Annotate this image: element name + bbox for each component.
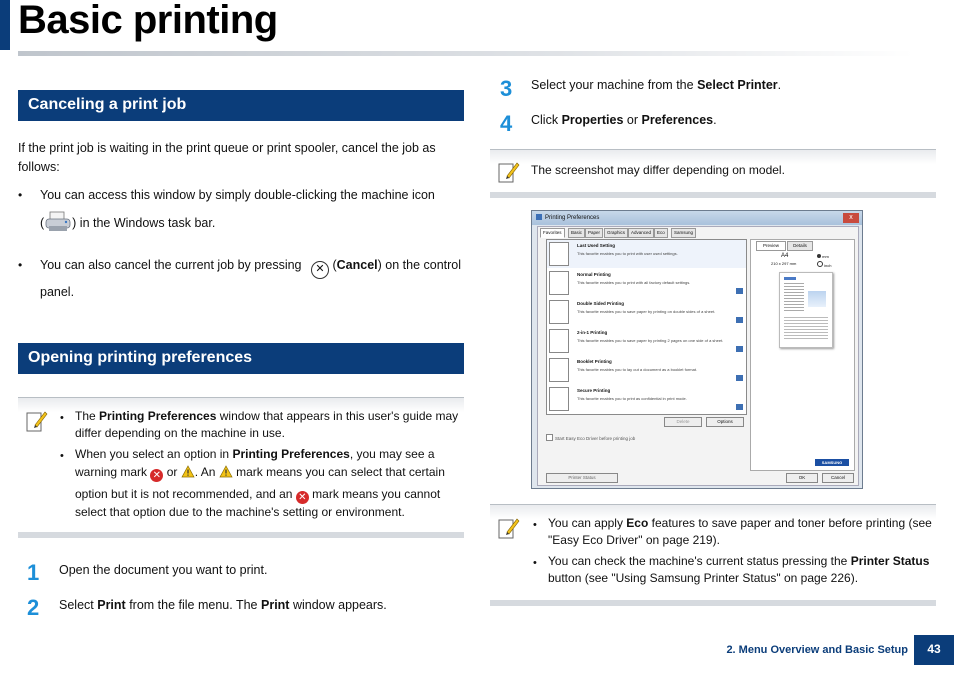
prefs-note-2-part: mark means you can select that certain [236,465,445,479]
close-icon[interactable]: x [843,213,859,223]
favorite-name: Last Used Setting [577,243,616,248]
paren-open: ( [40,216,45,230]
document-icon [549,242,569,266]
favorite-name: Normal Printing [577,272,611,277]
prefs-note-2-part: option but it is not recommended, and an [75,487,293,501]
step-4-part: or [626,113,639,127]
printer-status-label: Printer Status [850,554,930,568]
section-heading-canceling: Canceling a print job [18,90,464,121]
printing-preferences-screenshot [531,210,863,489]
step-number-1: 1 [27,560,40,585]
bullet-mark: • [533,519,537,531]
paren-open: ( [332,258,337,272]
edit-icon[interactable] [736,288,743,294]
prefs-note-1-suffix: window that appears in this user's guide may differ depending on the machine in use. [75,409,459,440]
delete-button[interactable]: Delete [664,417,702,427]
tab-paper[interactable]: Paper [585,228,603,238]
step-number-4: 4 [500,111,513,136]
bullet-mark: • [533,557,537,569]
printing-preferences-label: Printing Preferences [99,409,217,423]
step-number-3: 3 [500,76,513,101]
cancel-bullet-2-suffix: ) on the control [377,258,462,272]
tab-basic[interactable]: Basic [568,228,585,238]
tab-favorites[interactable]: Favorites [540,228,565,238]
page-title: Basic printing [18,0,278,42]
favorite-item[interactable] [547,240,746,268]
prefs-note-2-part: warning mark [75,465,148,479]
eco-checkbox-label: Start Easy Eco Driver before printing job [555,436,636,441]
eco-note-1 [548,515,936,549]
select-printer-label: Select Printer [697,78,778,92]
document-icon [549,271,569,295]
footer-section-label: 2. Menu Overview and Basic Setup [726,644,908,656]
note-pencil-icon [26,409,48,433]
eco-note-1-text: You can apply [548,516,623,530]
title-divider [18,51,914,56]
cancel-bullet-1-line-2 [40,211,464,233]
bullet-mark: • [18,258,23,272]
step-number-2: 2 [27,595,40,620]
step-2-text [59,596,387,615]
tab-details[interactable]: Details [787,241,813,251]
printer-status-button[interactable]: Printer Status [546,473,618,483]
cancel-bullet-1-text: You can access this window by simply double-clicking the machine icon [40,188,435,202]
warning-mark-icon [181,465,195,483]
page-preview [779,272,833,348]
favorite-desc: This favorite enables you to lay out a document as a booklet format. [577,367,698,372]
cancel-bullet-2 [40,256,464,279]
prefs-note-2-line-3 [75,486,464,521]
prefs-note-2-line-1 [75,446,464,463]
properties-label: Properties [561,113,624,127]
bullet-mark: • [18,188,23,202]
bullet-mark: • [60,450,64,462]
favorite-desc: This favorite enables you to print as confidential in print mode. [577,396,687,401]
prefs-note-1 [75,408,464,442]
samsung-logo: SAMSUNG [815,459,849,466]
prefs-note-2-text: When you select an option in [75,447,230,461]
note-pencil-icon [498,160,520,184]
tab-samsung[interactable]: Samsung [671,228,696,238]
step-4-part: Click [531,113,559,127]
cancel-label: Cancel [336,258,378,272]
tab-eco[interactable]: Eco [654,228,668,238]
favorite-desc: This favorite enables you to print with user used settings. [577,251,678,256]
favorite-item[interactable] [547,269,746,297]
paper-size: A4 [781,253,789,259]
tab-advanced[interactable]: Advanced [628,228,654,238]
edit-icon[interactable] [736,317,743,323]
step-3-part: Select your machine from the [531,78,694,92]
error-mark-icon: ✕ [150,469,163,482]
favorite-desc: This favorite enables you to print with all factory default settings. [577,280,691,285]
printing-preferences-label: Printing Preferences [232,447,350,461]
print-label: Print [97,598,126,612]
document-icon [549,300,569,324]
favorite-name: Secure Printing [577,388,611,393]
window-title: Printing Preferences [545,215,600,221]
eco-label: Eco [626,516,649,530]
cancel-bullet-1-line-1 [40,186,464,205]
favorite-item[interactable] [547,385,746,413]
tab-preview[interactable]: Preview [756,241,786,251]
cancel-button-icon: ✕ [311,261,329,279]
cancel-intro: If the print job is waiting in the print queue or print spooler, cancel the job as follows: [18,141,436,174]
eco-checkbox[interactable] [546,434,635,441]
prefs-note-2-part: mark means you cannot select that option due to the machine's setting or environment. [75,487,441,519]
checkbox-icon [546,434,553,441]
section-heading-opening-preferences: Opening printing preferences [18,343,464,374]
paper-dimensions: 210 x 297 mm [771,261,797,266]
step-4-part: . [713,113,717,127]
warning-mark-icon [219,465,233,483]
printer-icon [44,211,72,233]
bullet-mark: • [60,412,64,424]
cancel-bullet-1-suffix: ) in the Windows task bar. [72,216,216,230]
note-screenshot-text: The screenshot may differ depending on model. [531,163,785,177]
edit-icon[interactable] [736,346,743,352]
step-3-text [531,76,781,95]
dialog-body [537,226,859,486]
preferences-label: Preferences [641,113,714,127]
prefs-note-2-part: , you may see a [349,447,435,461]
unit-inch[interactable] [817,261,831,268]
ok-button[interactable]: OK [786,473,818,483]
window-titlebar [532,211,862,225]
prefs-note-2-an: . An [194,465,216,479]
edit-icon[interactable] [736,404,743,410]
edit-icon[interactable] [736,375,743,381]
cancel-bullet-2-text: You can also cancel the current job by pressing [40,258,302,272]
favorite-item[interactable] [547,327,746,355]
document-icon [549,329,569,353]
favorite-name: Booklet Printing [577,359,612,364]
step-3-part: . [777,78,782,92]
error-mark-icon: ✕ [296,491,309,504]
unit-inch-label: inch [824,263,832,268]
eco-note-2-text: You can check the machine's current status pressing the [548,554,848,568]
favorite-desc: This favorite enables you to save paper by printing 2 pages on one side of a sheet. [577,338,724,343]
unit-mm-label: mm [822,254,829,259]
print-label: Print [261,598,290,612]
app-icon [536,214,542,220]
title-accent-bar [0,0,10,50]
favorite-name: Double Sided Printing [577,301,624,306]
step-4-text [531,111,717,130]
cancel-dialog-button[interactable]: Cancel [822,473,854,483]
eco-note-1-suffix: features to save paper and toner before printing (see "Easy Eco Driver" on page 219). [548,516,932,547]
options-button[interactable]: Options [706,417,744,427]
favorite-item[interactable] [547,298,746,326]
step-2-part: window appears. [292,598,387,612]
prefs-note-2-or: or [166,465,178,479]
prefs-note-1-text: The [75,409,96,423]
eco-note-2-suffix: button (see "Using Samsung Printer Status" on page 226). [548,571,859,585]
unit-mm[interactable] [817,254,829,259]
step-2-part: Select [59,598,94,612]
prefs-note-2-line-2 [75,464,464,483]
favorite-desc: This favorite enables you to save paper by printing on double sides of a sheet. [577,309,716,314]
step-2-part: from the file menu. The [129,598,258,612]
page-number: 43 [914,635,954,665]
document-icon [549,387,569,411]
favorite-item[interactable] [547,356,746,384]
document-icon [549,358,569,382]
favorites-list [546,239,747,415]
note-pencil-icon [498,516,520,540]
favorite-name: 2-in-1 Printing [577,330,608,335]
tab-graphics[interactable]: Graphics [604,228,628,238]
step-1-text: Open the document you want to print. [59,563,268,577]
eco-note-2 [548,553,936,587]
cancel-bullet-2-line-2: panel. [40,285,75,299]
preview-panel [750,239,855,471]
